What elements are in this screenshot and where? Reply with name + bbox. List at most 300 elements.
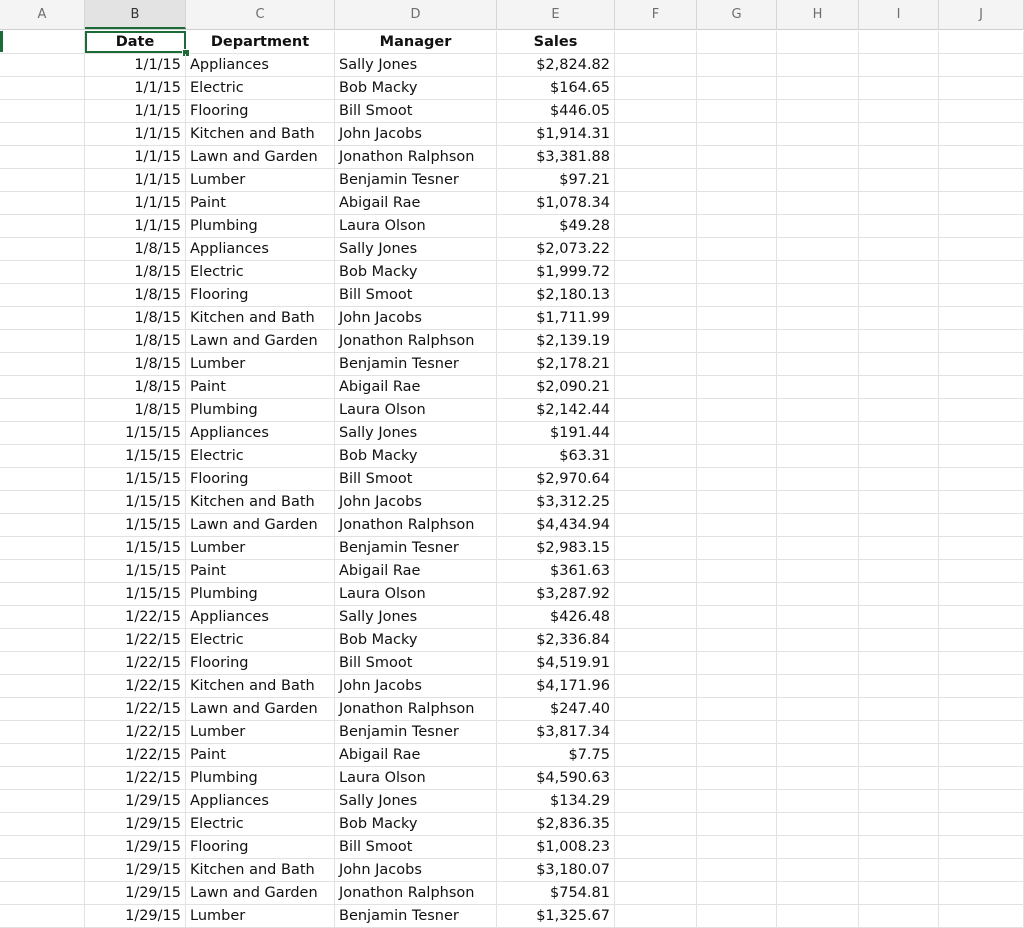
sales-cell[interactable]: $1,078.34 <box>497 192 615 214</box>
empty-cell[interactable] <box>697 192 777 214</box>
empty-cell[interactable] <box>777 31 859 53</box>
empty-cell[interactable] <box>859 123 939 145</box>
empty-cell[interactable] <box>939 123 1024 145</box>
date-cell[interactable]: 1/1/15 <box>85 169 186 191</box>
empty-cell[interactable] <box>777 100 859 122</box>
empty-cell[interactable] <box>0 744 85 766</box>
empty-cell[interactable] <box>0 652 85 674</box>
empty-cell[interactable] <box>859 330 939 352</box>
empty-cell[interactable] <box>777 353 859 375</box>
sales-cell[interactable]: $1,325.67 <box>497 905 615 927</box>
empty-cell[interactable] <box>615 468 697 490</box>
empty-cell[interactable] <box>0 882 85 904</box>
empty-cell[interactable] <box>777 123 859 145</box>
empty-cell[interactable] <box>777 675 859 697</box>
sales-cell[interactable]: $4,434.94 <box>497 514 615 536</box>
empty-cell[interactable] <box>939 675 1024 697</box>
empty-cell[interactable] <box>697 422 777 444</box>
department-cell[interactable]: Plumbing <box>186 399 335 421</box>
empty-cell[interactable] <box>697 514 777 536</box>
empty-cell[interactable] <box>615 859 697 881</box>
empty-cell[interactable] <box>859 836 939 858</box>
empty-cell[interactable] <box>0 698 85 720</box>
empty-cell[interactable] <box>0 146 85 168</box>
empty-cell[interactable] <box>777 399 859 421</box>
sales-cell[interactable]: $49.28 <box>497 215 615 237</box>
empty-cell[interactable] <box>615 215 697 237</box>
empty-cell[interactable] <box>777 468 859 490</box>
sales-cell[interactable]: $164.65 <box>497 77 615 99</box>
empty-cell[interactable] <box>697 330 777 352</box>
empty-cell[interactable] <box>697 813 777 835</box>
empty-cell[interactable] <box>859 859 939 881</box>
empty-cell[interactable] <box>0 905 85 927</box>
empty-cell[interactable] <box>615 353 697 375</box>
sales-cell[interactable]: $1,711.99 <box>497 307 615 329</box>
empty-cell[interactable] <box>859 54 939 76</box>
empty-cell[interactable] <box>0 399 85 421</box>
department-cell[interactable]: Kitchen and Bath <box>186 675 335 697</box>
empty-cell[interactable] <box>0 54 85 76</box>
manager-cell[interactable]: Benjamin Tesner <box>335 721 497 743</box>
empty-cell[interactable] <box>615 629 697 651</box>
sales-cell[interactable]: $2,970.64 <box>497 468 615 490</box>
empty-cell[interactable] <box>777 284 859 306</box>
date-cell[interactable]: 1/29/15 <box>85 836 186 858</box>
column-header-g[interactable]: G <box>697 0 777 29</box>
manager-cell[interactable]: John Jacobs <box>335 675 497 697</box>
department-cell[interactable]: Electric <box>186 261 335 283</box>
empty-cell[interactable] <box>777 146 859 168</box>
empty-cell[interactable] <box>939 767 1024 789</box>
empty-cell[interactable] <box>777 537 859 559</box>
department-cell[interactable]: Lawn and Garden <box>186 882 335 904</box>
empty-cell[interactable] <box>939 215 1024 237</box>
department-cell[interactable]: Appliances <box>186 422 335 444</box>
manager-cell[interactable]: Jonathon Ralphson <box>335 146 497 168</box>
date-cell[interactable]: 1/8/15 <box>85 238 186 260</box>
manager-cell[interactable]: Sally Jones <box>335 422 497 444</box>
empty-cell[interactable] <box>615 583 697 605</box>
empty-cell[interactable] <box>0 813 85 835</box>
empty-cell[interactable] <box>939 169 1024 191</box>
department-cell[interactable]: Paint <box>186 192 335 214</box>
date-header-cell[interactable]: Date <box>85 31 186 53</box>
sales-cell[interactable]: $7.75 <box>497 744 615 766</box>
empty-cell[interactable] <box>777 376 859 398</box>
empty-cell[interactable] <box>697 215 777 237</box>
empty-cell[interactable] <box>859 399 939 421</box>
sales-cell[interactable]: $2,824.82 <box>497 54 615 76</box>
department-cell[interactable]: Flooring <box>186 836 335 858</box>
sales-cell[interactable]: $361.63 <box>497 560 615 582</box>
empty-cell[interactable] <box>615 284 697 306</box>
empty-cell[interactable] <box>0 284 85 306</box>
department-cell[interactable]: Appliances <box>186 606 335 628</box>
sales-cell[interactable]: $2,180.13 <box>497 284 615 306</box>
empty-cell[interactable] <box>615 491 697 513</box>
empty-cell[interactable] <box>939 31 1024 53</box>
empty-cell[interactable] <box>939 744 1024 766</box>
date-cell[interactable]: 1/22/15 <box>85 675 186 697</box>
sales-cell[interactable]: $2,142.44 <box>497 399 615 421</box>
manager-cell[interactable]: Bob Macky <box>335 77 497 99</box>
empty-cell[interactable] <box>697 767 777 789</box>
empty-cell[interactable] <box>939 284 1024 306</box>
empty-cell[interactable] <box>615 261 697 283</box>
empty-cell[interactable] <box>777 744 859 766</box>
sales-cell[interactable]: $2,983.15 <box>497 537 615 559</box>
empty-cell[interactable] <box>615 54 697 76</box>
empty-cell[interactable] <box>859 192 939 214</box>
date-cell[interactable]: 1/22/15 <box>85 698 186 720</box>
empty-cell[interactable] <box>859 77 939 99</box>
empty-cell[interactable] <box>939 790 1024 812</box>
manager-cell[interactable]: Laura Olson <box>335 215 497 237</box>
empty-cell[interactable] <box>939 652 1024 674</box>
date-cell[interactable]: 1/8/15 <box>85 307 186 329</box>
sales-cell[interactable]: $1,999.72 <box>497 261 615 283</box>
empty-cell[interactable] <box>0 836 85 858</box>
empty-cell[interactable] <box>615 652 697 674</box>
empty-cell[interactable] <box>697 790 777 812</box>
sales-cell[interactable]: $4,519.91 <box>497 652 615 674</box>
empty-cell[interactable] <box>0 583 85 605</box>
empty-cell[interactable] <box>697 376 777 398</box>
empty-cell[interactable] <box>859 652 939 674</box>
empty-cell[interactable] <box>939 491 1024 513</box>
sales-cell[interactable]: $2,090.21 <box>497 376 615 398</box>
empty-cell[interactable] <box>939 261 1024 283</box>
department-cell[interactable]: Paint <box>186 376 335 398</box>
empty-cell[interactable] <box>939 583 1024 605</box>
empty-cell[interactable] <box>859 468 939 490</box>
empty-cell[interactable] <box>615 721 697 743</box>
department-cell[interactable]: Appliances <box>186 54 335 76</box>
empty-cell[interactable] <box>0 215 85 237</box>
empty-cell[interactable] <box>615 100 697 122</box>
date-cell[interactable]: 1/1/15 <box>85 54 186 76</box>
empty-cell[interactable] <box>615 767 697 789</box>
empty-cell[interactable] <box>697 859 777 881</box>
date-cell[interactable]: 1/29/15 <box>85 882 186 904</box>
sales-cell[interactable]: $426.48 <box>497 606 615 628</box>
empty-cell[interactable] <box>615 238 697 260</box>
empty-cell[interactable] <box>0 376 85 398</box>
empty-cell[interactable] <box>697 491 777 513</box>
empty-cell[interactable] <box>859 537 939 559</box>
department-cell[interactable]: Lawn and Garden <box>186 698 335 720</box>
department-cell[interactable]: Paint <box>186 744 335 766</box>
empty-cell[interactable] <box>777 422 859 444</box>
empty-cell[interactable] <box>0 445 85 467</box>
department-cell[interactable]: Electric <box>186 629 335 651</box>
empty-cell[interactable] <box>0 790 85 812</box>
empty-cell[interactable] <box>0 468 85 490</box>
empty-cell[interactable] <box>697 399 777 421</box>
empty-cell[interactable] <box>859 491 939 513</box>
empty-cell[interactable] <box>615 813 697 835</box>
empty-cell[interactable] <box>859 813 939 835</box>
sales-cell[interactable]: $3,312.25 <box>497 491 615 513</box>
date-cell[interactable]: 1/1/15 <box>85 77 186 99</box>
sales-cell[interactable]: $247.40 <box>497 698 615 720</box>
empty-cell[interactable] <box>859 560 939 582</box>
empty-cell[interactable] <box>939 629 1024 651</box>
manager-cell[interactable]: Benjamin Tesner <box>335 353 497 375</box>
empty-cell[interactable] <box>859 422 939 444</box>
empty-cell[interactable] <box>859 698 939 720</box>
empty-cell[interactable] <box>939 77 1024 99</box>
department-cell[interactable]: Flooring <box>186 468 335 490</box>
department-cell[interactable]: Lawn and Garden <box>186 514 335 536</box>
empty-cell[interactable] <box>0 422 85 444</box>
manager-cell[interactable]: John Jacobs <box>335 123 497 145</box>
manager-cell[interactable]: Jonathon Ralphson <box>335 514 497 536</box>
empty-cell[interactable] <box>939 836 1024 858</box>
sales-cell[interactable]: $3,287.92 <box>497 583 615 605</box>
empty-cell[interactable] <box>859 445 939 467</box>
empty-cell[interactable] <box>615 169 697 191</box>
empty-cell[interactable] <box>0 238 85 260</box>
empty-cell[interactable] <box>939 192 1024 214</box>
empty-cell[interactable] <box>615 836 697 858</box>
empty-cell[interactable] <box>939 859 1024 881</box>
department-cell[interactable]: Kitchen and Bath <box>186 491 335 513</box>
empty-cell[interactable] <box>697 882 777 904</box>
empty-cell[interactable] <box>615 445 697 467</box>
empty-cell[interactable] <box>777 330 859 352</box>
empty-cell[interactable] <box>0 767 85 789</box>
column-header-h[interactable]: H <box>777 0 859 29</box>
empty-cell[interactable] <box>777 583 859 605</box>
date-cell[interactable]: 1/1/15 <box>85 192 186 214</box>
empty-cell[interactable] <box>697 123 777 145</box>
empty-cell[interactable] <box>615 537 697 559</box>
empty-cell[interactable] <box>615 31 697 53</box>
empty-cell[interactable] <box>777 652 859 674</box>
department-cell[interactable]: Lumber <box>186 721 335 743</box>
manager-cell[interactable]: John Jacobs <box>335 491 497 513</box>
empty-cell[interactable] <box>939 422 1024 444</box>
empty-cell[interactable] <box>615 606 697 628</box>
empty-cell[interactable] <box>859 353 939 375</box>
empty-cell[interactable] <box>777 606 859 628</box>
empty-cell[interactable] <box>0 100 85 122</box>
manager-cell[interactable]: Laura Olson <box>335 399 497 421</box>
empty-cell[interactable] <box>615 790 697 812</box>
empty-cell[interactable] <box>615 399 697 421</box>
empty-cell[interactable] <box>859 629 939 651</box>
empty-cell[interactable] <box>615 146 697 168</box>
empty-cell[interactable] <box>697 445 777 467</box>
empty-cell[interactable] <box>777 491 859 513</box>
date-cell[interactable]: 1/22/15 <box>85 767 186 789</box>
date-cell[interactable]: 1/1/15 <box>85 146 186 168</box>
empty-cell[interactable] <box>697 261 777 283</box>
empty-cell[interactable] <box>939 721 1024 743</box>
manager-cell[interactable]: Benjamin Tesner <box>335 905 497 927</box>
empty-cell[interactable] <box>859 606 939 628</box>
department-cell[interactable]: Electric <box>186 77 335 99</box>
empty-cell[interactable] <box>0 675 85 697</box>
manager-cell[interactable]: Sally Jones <box>335 238 497 260</box>
empty-cell[interactable] <box>697 146 777 168</box>
department-cell[interactable]: Appliances <box>186 790 335 812</box>
sales-cell[interactable]: $191.44 <box>497 422 615 444</box>
date-cell[interactable]: 1/15/15 <box>85 560 186 582</box>
department-cell[interactable]: Kitchen and Bath <box>186 307 335 329</box>
manager-cell[interactable]: Sally Jones <box>335 790 497 812</box>
empty-cell[interactable] <box>939 606 1024 628</box>
empty-cell[interactable] <box>615 77 697 99</box>
empty-cell[interactable] <box>859 767 939 789</box>
empty-cell[interactable] <box>939 376 1024 398</box>
empty-cell[interactable] <box>777 905 859 927</box>
manager-cell[interactable]: Jonathon Ralphson <box>335 882 497 904</box>
date-cell[interactable]: 1/8/15 <box>85 353 186 375</box>
empty-cell[interactable] <box>777 836 859 858</box>
manager-cell[interactable]: Jonathon Ralphson <box>335 698 497 720</box>
manager-cell[interactable]: Abigail Rae <box>335 744 497 766</box>
department-cell[interactable]: Lumber <box>186 353 335 375</box>
sales-cell[interactable]: $97.21 <box>497 169 615 191</box>
empty-cell[interactable] <box>0 859 85 881</box>
empty-cell[interactable] <box>939 813 1024 835</box>
empty-cell[interactable] <box>859 261 939 283</box>
empty-cell[interactable] <box>0 537 85 559</box>
empty-cell[interactable] <box>697 836 777 858</box>
empty-cell[interactable] <box>0 261 85 283</box>
empty-cell[interactable] <box>777 514 859 536</box>
column-header-i[interactable]: I <box>859 0 939 29</box>
sales-cell[interactable]: $3,180.07 <box>497 859 615 881</box>
date-cell[interactable]: 1/15/15 <box>85 514 186 536</box>
empty-cell[interactable] <box>859 514 939 536</box>
date-cell[interactable]: 1/1/15 <box>85 100 186 122</box>
date-cell[interactable]: 1/29/15 <box>85 859 186 881</box>
empty-cell[interactable] <box>777 261 859 283</box>
department-cell[interactable]: Paint <box>186 560 335 582</box>
empty-cell[interactable] <box>939 514 1024 536</box>
empty-cell[interactable] <box>777 790 859 812</box>
manager-cell[interactable]: Bill Smoot <box>335 100 497 122</box>
manager-cell[interactable]: John Jacobs <box>335 307 497 329</box>
column-header-b[interactable]: B <box>85 0 186 29</box>
empty-cell[interactable] <box>697 31 777 53</box>
sales-cell[interactable]: $446.05 <box>497 100 615 122</box>
date-cell[interactable]: 1/15/15 <box>85 491 186 513</box>
manager-cell[interactable]: Bill Smoot <box>335 836 497 858</box>
sales-cell[interactable]: $2,178.21 <box>497 353 615 375</box>
manager-cell[interactable]: Laura Olson <box>335 767 497 789</box>
date-cell[interactable]: 1/22/15 <box>85 606 186 628</box>
department-cell[interactable]: Flooring <box>186 652 335 674</box>
department-cell[interactable]: Lumber <box>186 905 335 927</box>
column-header-c[interactable]: C <box>186 0 335 29</box>
sales-cell[interactable]: $1,914.31 <box>497 123 615 145</box>
empty-cell[interactable] <box>697 560 777 582</box>
department-cell[interactable]: Lumber <box>186 537 335 559</box>
manager-cell[interactable]: Abigail Rae <box>335 560 497 582</box>
empty-cell[interactable] <box>777 859 859 881</box>
empty-cell[interactable] <box>859 882 939 904</box>
empty-cell[interactable] <box>777 629 859 651</box>
empty-cell[interactable] <box>859 31 939 53</box>
empty-cell[interactable] <box>0 31 85 53</box>
department-cell[interactable]: Flooring <box>186 284 335 306</box>
empty-cell[interactable] <box>777 767 859 789</box>
manager-cell[interactable]: Benjamin Tesner <box>335 169 497 191</box>
empty-cell[interactable] <box>777 215 859 237</box>
empty-cell[interactable] <box>859 905 939 927</box>
empty-cell[interactable] <box>939 146 1024 168</box>
empty-cell[interactable] <box>0 629 85 651</box>
column-header-j[interactable]: J <box>939 0 1024 29</box>
department-cell[interactable]: Lawn and Garden <box>186 330 335 352</box>
empty-cell[interactable] <box>859 100 939 122</box>
manager-cell[interactable]: Laura Olson <box>335 583 497 605</box>
empty-cell[interactable] <box>859 721 939 743</box>
date-cell[interactable]: 1/15/15 <box>85 537 186 559</box>
date-cell[interactable]: 1/29/15 <box>85 813 186 835</box>
empty-cell[interactable] <box>859 284 939 306</box>
empty-cell[interactable] <box>777 560 859 582</box>
empty-cell[interactable] <box>615 376 697 398</box>
empty-cell[interactable] <box>0 307 85 329</box>
date-cell[interactable]: 1/22/15 <box>85 744 186 766</box>
manager-cell[interactable]: Bob Macky <box>335 813 497 835</box>
date-cell[interactable]: 1/1/15 <box>85 215 186 237</box>
department-cell[interactable]: Plumbing <box>186 583 335 605</box>
empty-cell[interactable] <box>939 698 1024 720</box>
date-cell[interactable]: 1/15/15 <box>85 422 186 444</box>
date-cell[interactable]: 1/15/15 <box>85 445 186 467</box>
empty-cell[interactable] <box>777 192 859 214</box>
empty-cell[interactable] <box>697 675 777 697</box>
manager-cell[interactable]: Bill Smoot <box>335 468 497 490</box>
empty-cell[interactable] <box>859 146 939 168</box>
empty-cell[interactable] <box>697 100 777 122</box>
empty-cell[interactable] <box>777 721 859 743</box>
department-cell[interactable]: Electric <box>186 813 335 835</box>
date-cell[interactable]: 1/29/15 <box>85 790 186 812</box>
sales-cell[interactable]: $134.29 <box>497 790 615 812</box>
manager-header-cell[interactable]: Manager <box>335 31 497 53</box>
empty-cell[interactable] <box>859 675 939 697</box>
department-header-cell[interactable]: Department <box>186 31 335 53</box>
empty-cell[interactable] <box>697 652 777 674</box>
sales-cell[interactable]: $1,008.23 <box>497 836 615 858</box>
manager-cell[interactable]: Bob Macky <box>335 261 497 283</box>
empty-cell[interactable] <box>697 629 777 651</box>
empty-cell[interactable] <box>615 698 697 720</box>
empty-cell[interactable] <box>0 77 85 99</box>
date-cell[interactable]: 1/22/15 <box>85 721 186 743</box>
empty-cell[interactable] <box>697 905 777 927</box>
manager-cell[interactable]: Bob Macky <box>335 445 497 467</box>
empty-cell[interactable] <box>777 54 859 76</box>
empty-cell[interactable] <box>939 307 1024 329</box>
date-cell[interactable]: 1/1/15 <box>85 123 186 145</box>
empty-cell[interactable] <box>939 353 1024 375</box>
sales-cell[interactable]: $754.81 <box>497 882 615 904</box>
date-cell[interactable]: 1/29/15 <box>85 905 186 927</box>
empty-cell[interactable] <box>777 307 859 329</box>
column-header-f[interactable]: F <box>615 0 697 29</box>
empty-cell[interactable] <box>0 721 85 743</box>
department-cell[interactable]: Lawn and Garden <box>186 146 335 168</box>
